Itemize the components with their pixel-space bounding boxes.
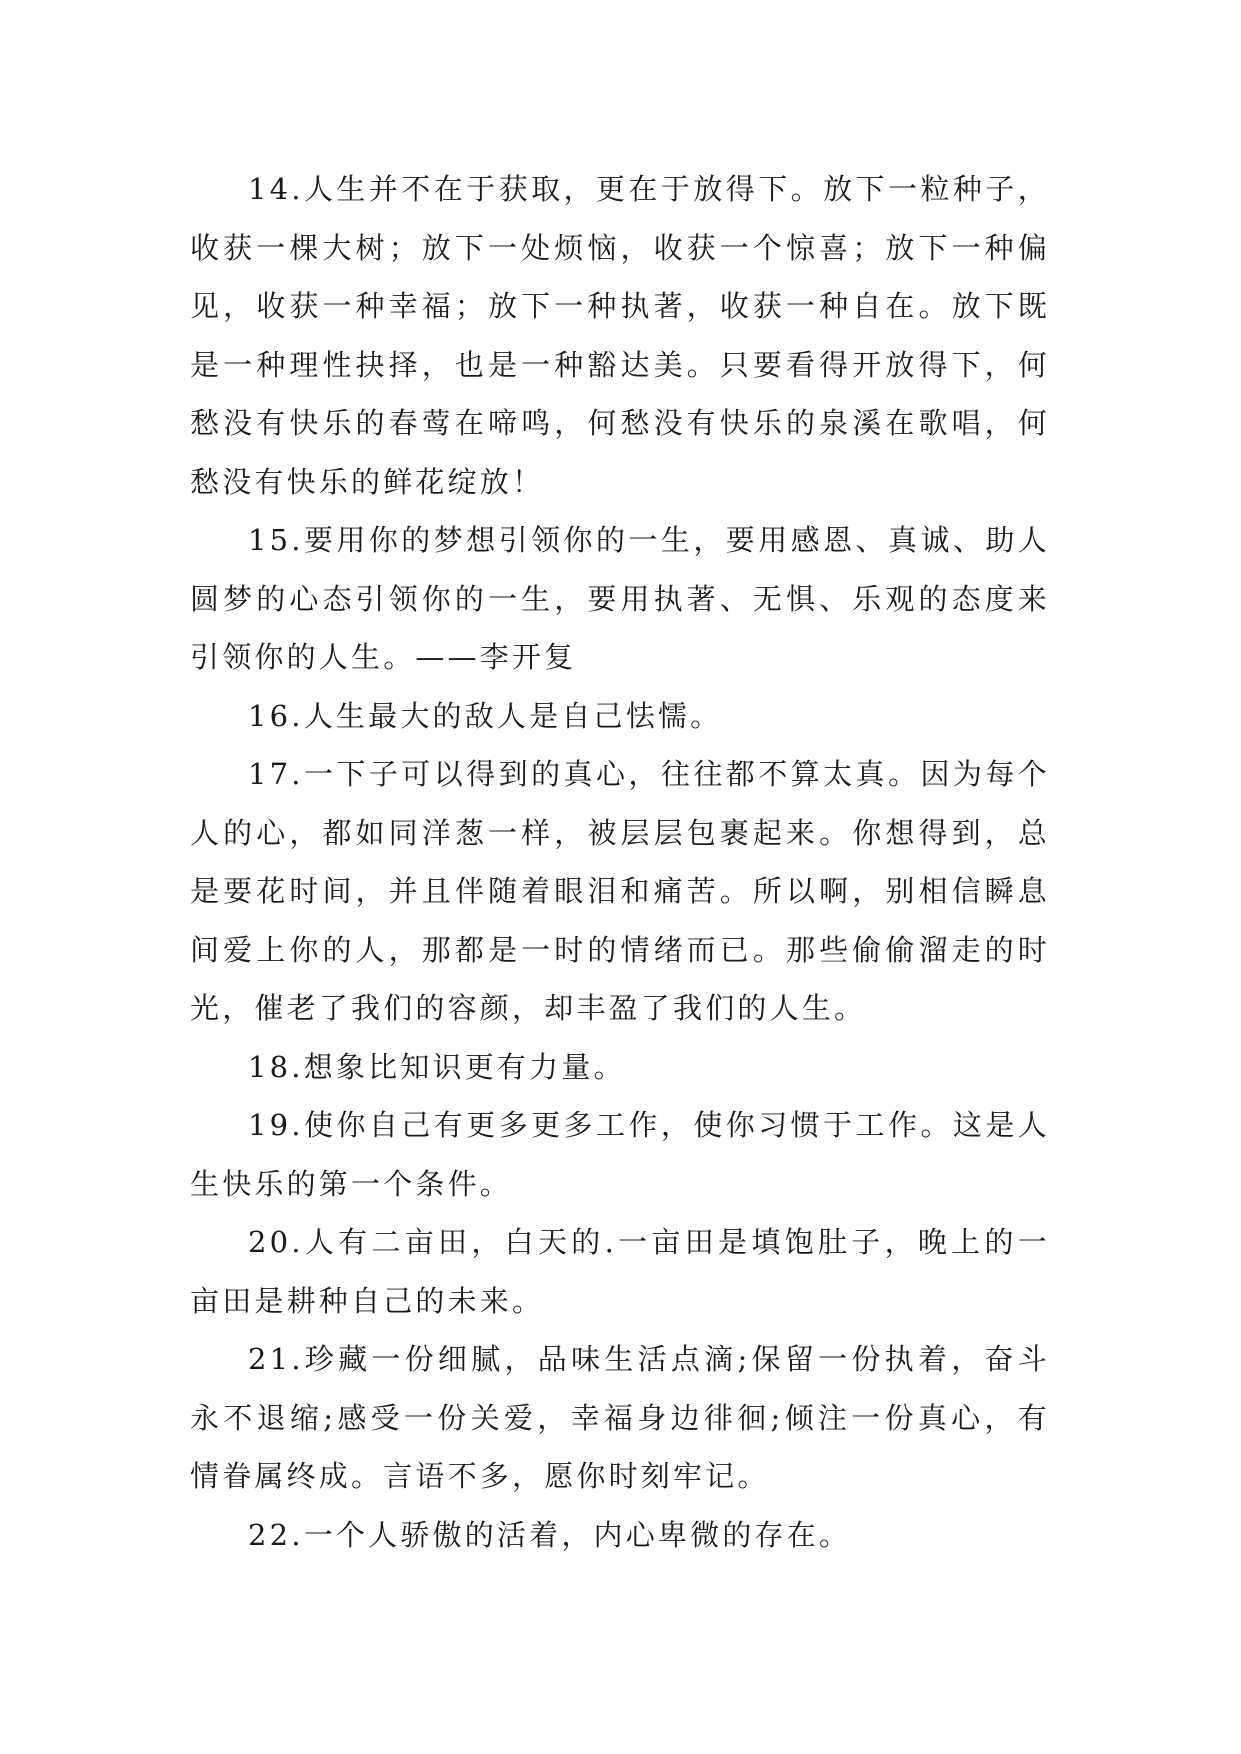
paragraph-18: 18.想象比知识更有力量。 xyxy=(248,1049,626,1084)
paragraph-15: 15.要用你的梦想引领你的一生，要用感恩、真诚、助人圆梦的心态引领你的一生，要用执著、无惧、乐观的态度来引领你的人生。——李开复 xyxy=(190,523,1050,674)
paragraph-22: 22.一个人骄傲的活着，内心卑微的存在。 xyxy=(248,1517,852,1552)
paragraph-20: 20.人有二亩田，白天的.一亩田是填饱肚子，晚上的一亩田是耕种自己的未来。 xyxy=(190,1225,1050,1318)
paragraph-17: 17.一下子可以得到的真心，往往都不算太真。因为每个人的心，都如同洋葱一样，被层层包裹起来。你想得到，总是要花时间，并且伴随着眼泪和痛苦。所以啊，别相信瞬息间爱上你的人，那都是一时的情绪而已。那些偷偷溜走的时光，催老了我们的容颜，却丰盈了我们的人生。 xyxy=(190,757,1050,1025)
paragraph-21: 21.珍藏一份细腻，品味生活点滴;保留一份执着，奋斗永不退缩;感受一份关爱，幸福身边徘徊;倾注一份真心，有情眷属终成。言语不多，愿你时刻牢记。 xyxy=(190,1342,1050,1493)
paragraph-19: 19.使你自己有更多更多工作，使你习惯于工作。这是人生快乐的第一个条件。 xyxy=(190,1108,1050,1201)
document-body xyxy=(190,160,1050,1564)
paragraph-16: 16.人生最大的敌人是自己怯懦。 xyxy=(248,698,723,733)
paragraph-14: 14.人生并不在于获取，更在于放得下。放下一粒种子，收获一棵大树；放下一处烦恼，收获一个惊喜；放下一种偏见，收获一种幸福；放下一种执著，收获一种自在。放下既是一种理性抉择，也是一种豁达美。只要看得开放得下，何愁没有快乐的春莺在啼鸣，何愁没有快乐的泉溪在歌唱，何愁没有快乐的鲜花绽放！ xyxy=(190,172,1050,499)
